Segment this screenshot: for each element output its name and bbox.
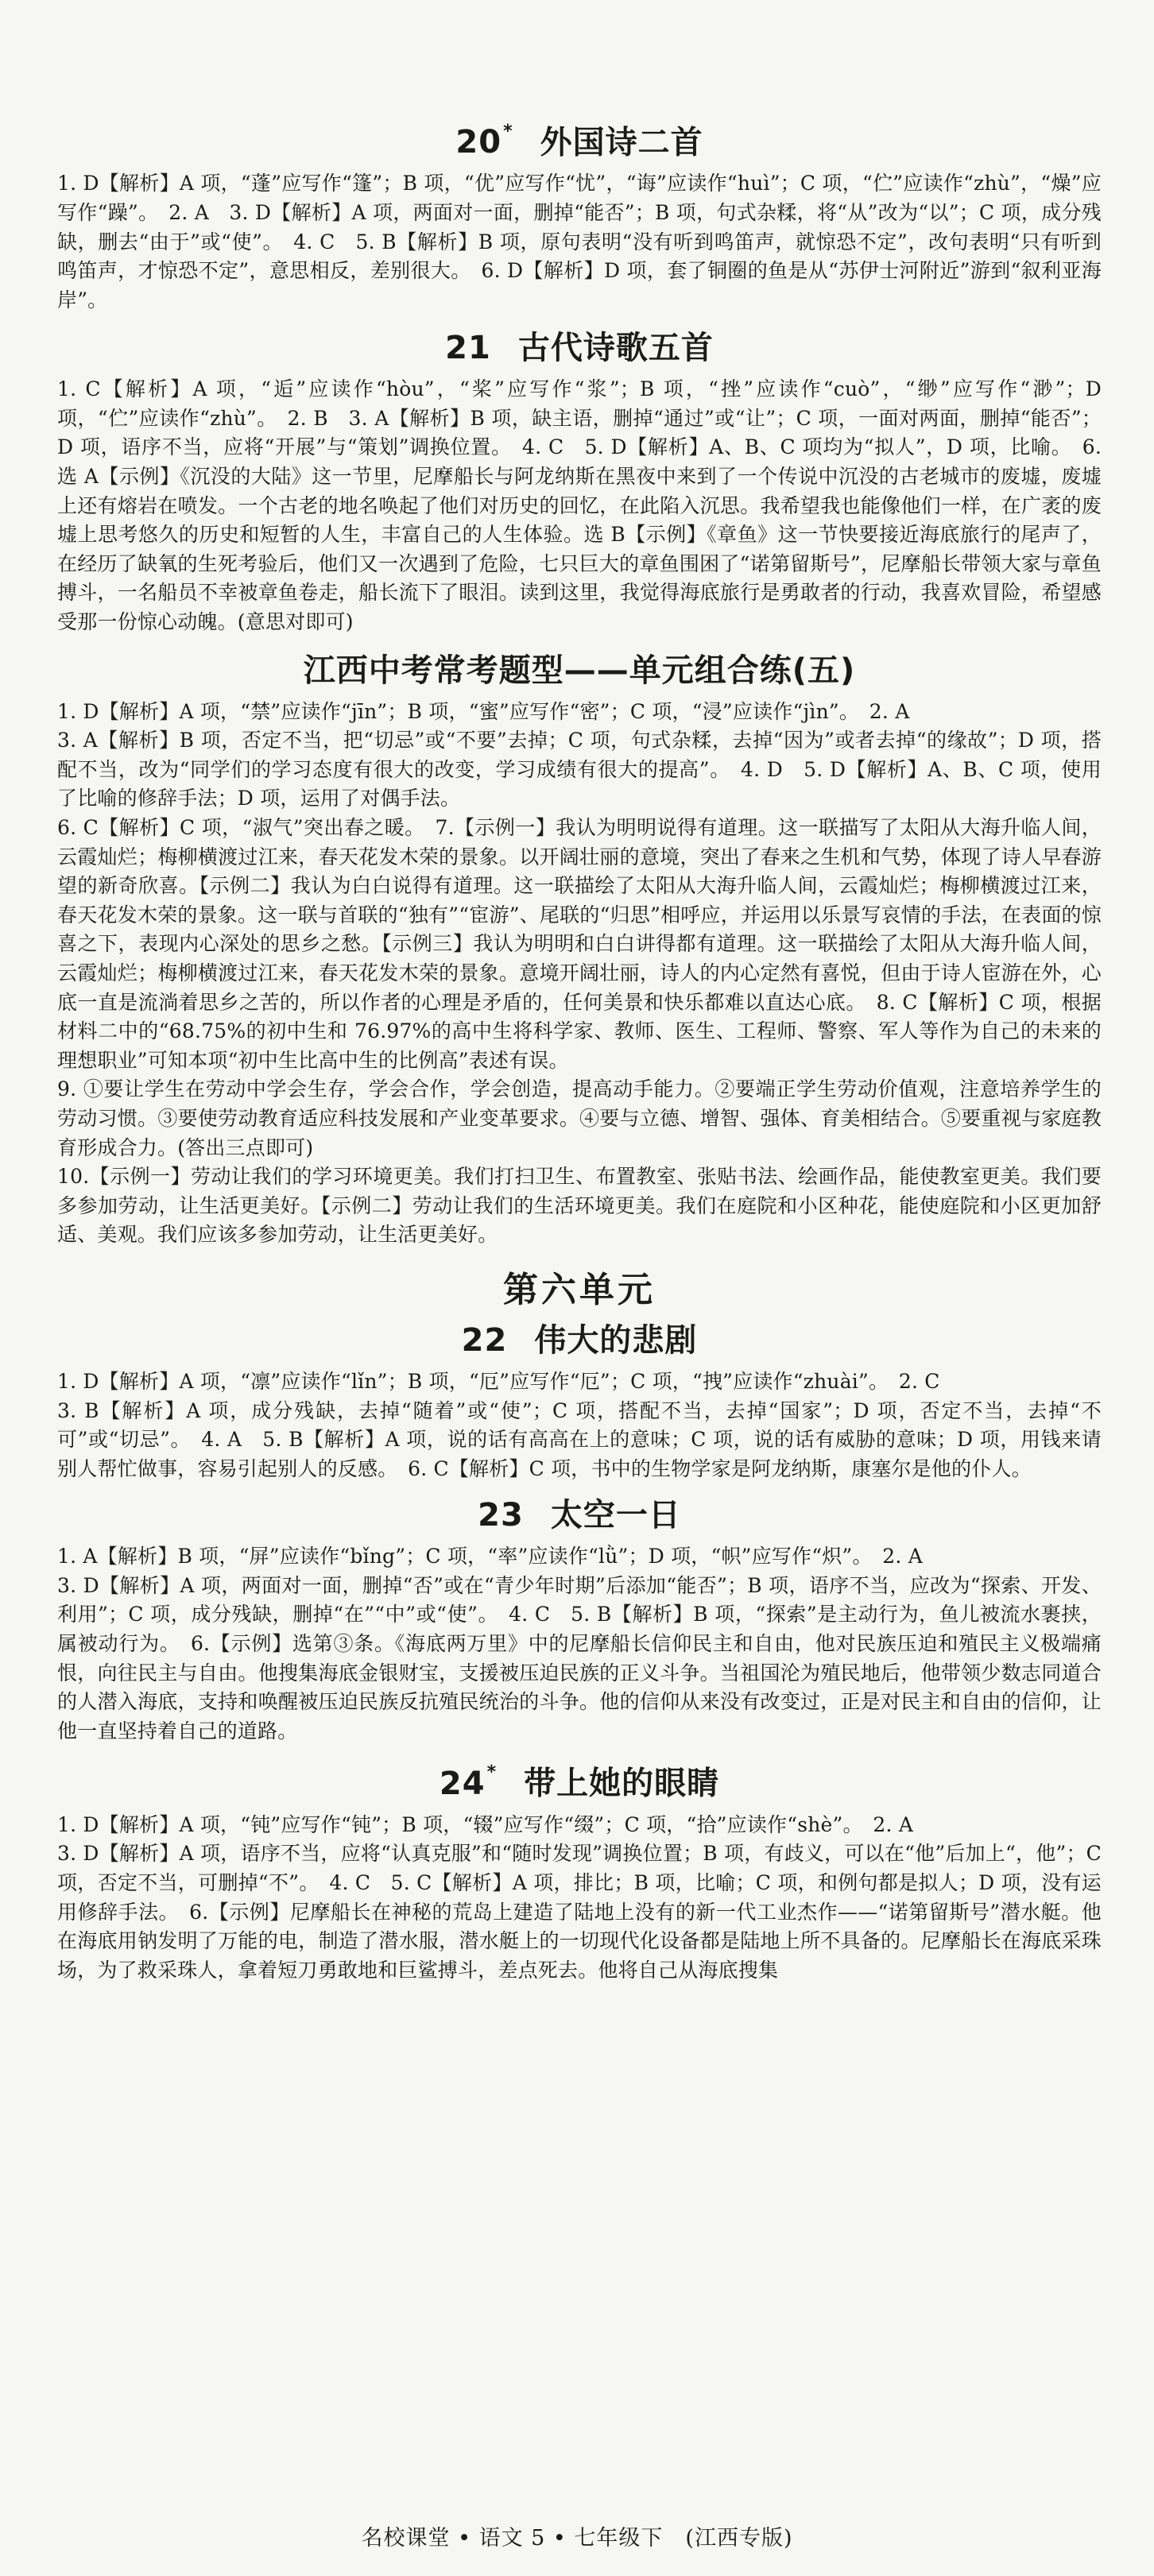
- section-name: 带上她的眼睛: [524, 1765, 720, 1802]
- section-number: 23: [478, 1497, 524, 1534]
- unit-title: 第六单元: [503, 1269, 656, 1310]
- answer-paragraph: 1. D【解析】A 项，“钝”应写作“钝”；B 项，“辍”应写作“缀”；C 项，“拾”应读作“shè”。 2. A: [57, 1812, 914, 1836]
- answer-paragraph: 9. ①要让学生在劳动中学会生存，学会合作，学会创造，提高动手能力。②要端正学生劳动价值观，注意培养学生的劳动习惯。③要使劳动教育适应科技发展和产业变革要求。④要与立德、增智、强体、育美相结合。⑤要重视与家庭教育形成合力。(答出三点即可): [57, 1077, 1102, 1159]
- answer-paragraph: 10.【示例一】劳动让我们的学习环境更美。我们打扫卫生、布置教室、张贴书法、绘画作品，能使教室更美。我们要多参加劳动，让生活更美好。【示例二】劳动让我们的生活环境更美。我们在庭院和小区种花，能使庭院和小区更加舒适、美观。我们应该多参加劳动，让生活更美好。: [57, 1165, 1102, 1247]
- answer-paragraph: 1. C【解析】A 项，“逅”应读作“hòu”，“桨”应写作“浆”；B 项，“挫”应读作“cuò”，“缈”应写作“渺”；D 项，“伫”应读作“zhù”。 2. B 3. A【解析】B 项，缺主语，删掉“通过”或“让”；C 项，一面对两面，删掉“能否”；D 项，语序不当，应将“开展”与“策划”调换位置。 4. C 5. D【解析】A、B、C 项均为“拟人”，D 项，比喻。 6. 选 A【示例】《沉没的大陆》这一节里，尼摩船长与阿龙纳斯在黑夜中来到了一个传说中沉没的古老城市的废墟，废墟上还有熔岩在喷发。一个古老的地名唤起了他们对历史的回忆，在此陷入沉思。我希望我也能像他们一样，在广袤的废墟上思考悠久的历史和短暂的人生，丰富自己的人生体验。选 B【示例】《章鱼》这一节快要接近海底旅行的尾声了，在经历了缺氧的生死考验后，他们又一次遇到了危险，七只巨大的章鱼围困了“诺第留斯号”，尼摩船长带领大家与章鱼搏斗，一名船员不幸被章鱼卷走，船长流下了眼泪。读到这里，我觉得海底旅行是勇敢者的行动，我喜欢冒险，希望感受那一份惊心动魄。(意思对即可): [57, 377, 1102, 634]
- answer-paragraph: 1. D【解析】A 项，“凛”应读作“lǐn”；B 项，“厄”应写作“厄”；C 项，“拽”应读作“zhuài”。 2. C: [57, 1369, 940, 1393]
- section-name: 外国诗二首: [540, 124, 703, 161]
- answer-paragraph: 1. D【解析】A 项，“蓬”应写作“篷”；B 项，“优”应写作“忧”，“诲”应读作“huì”；C 项，“伫”应读作“zhù”，“燥”应写作“躁”。 2. A 3. D【解析】A 项，两面对一面，删掉“能否”；B 项，句式杂糅，将“从”改为“以”；C 项，成分残缺，删去“由于”或“使”。 4. C 5. B【解析】B 项，原句表明“没有听到鸣笛声，就惊恐不定”，改句表明“只有听到鸣笛声，才惊恐不定”，意思相反，差别很大。 6. D【解析】D 项，套了铜圈的鱼是从“苏伊士河附近”游到“叙利亚海岸”。: [57, 172, 1102, 311]
- section-number: 21: [445, 330, 491, 367]
- section-title: [57, 1493, 1102, 1537]
- section-number: 20*: [455, 122, 513, 161]
- section-name: 古代诗歌五首: [517, 330, 714, 367]
- answer-paragraph: 3. D【解析】A 项，语序不当，应将“认真克服”和“随时发现”调换位置；B 项，有歧义，可以在“他”后加上“，他”；C 项，否定不当，可删掉“不”。 4. C 5. C【解析】A 项，排比；B 项，比喻；C 项，和例句都是拟人；D 项，没有运用修辞手法。 6.【示例】尼摩船长在神秘的荒岛上建造了陆地上没有的新一代工业杰作——“诺第留斯号”潜水艇。他在海底用钠发明了万能的电，制造了潜水服，潜水艇上的一切现代化设备都是陆地上所不具备的。尼摩船长在海底采珠场，为了救采珠人，拿着短刀勇敢地和巨鲨搏斗，差点死去。他将自己从海底搜集: [57, 1842, 1102, 1982]
- section-name: 太空一日: [550, 1497, 681, 1534]
- answer-paragraph: 1. A【解析】B 项，“屏”应读作“bǐng”；C 项，“率”应读作“lǜ”；D 项，“帜”应写作“炽”。 2. A: [57, 1545, 923, 1568]
- section-jiangxi-practice: [57, 648, 1102, 1250]
- section-number: 24*: [439, 1762, 498, 1802]
- answer-paragraph: 3. A【解析】B 项，否定不当，把“切忌”或“不要”去掉；C 项，句式杂糅，去掉“因为”或者去掉“的缘故”；D 项，搭配不当，改为“同学们的学习态度有很大的改变，学习成绩有很大的提高”。 4. D 5. D【解析】A、B、C 项，使用了比喻的修辞手法；D 项，运用了对偶手法。: [57, 729, 1102, 810]
- section-title: [57, 326, 1102, 370]
- answer-paragraph: 3. B【解析】A 项，成分残缺，去掉“随着”或“使”；C 项，搭配不当，去掉“国家”；D 项，否定不当，去掉“不可”或“切忌”。 4. A 5. B【解析】A 项，说的话有高高在上的意味；C 项，说的话有威胁的意味；D 项，用钱来请别人帮忙做事，容易引起别人的反感。 6. C【解析】C 项，书中的生物学家是阿龙纳斯，康塞尔是他的仆人。: [57, 1398, 1102, 1480]
- section-title: [57, 1755, 1102, 1805]
- section-24: [57, 1755, 1102, 1985]
- page-footer: 名校课堂 • 语文 5 • 七年级下 (江西专版): [361, 2526, 793, 2551]
- answer-paragraph: 1. D【解析】A 项，“禁”应读作“jīn”；B 项，“蜜”应写作“密”；C 项，“浸”应读作“jìn”。 2. A: [57, 699, 910, 723]
- section-22: [57, 1318, 1102, 1483]
- section-number: 22: [461, 1321, 508, 1359]
- section-title: [57, 114, 1102, 164]
- section-title: [57, 1318, 1102, 1363]
- section-title: 江西中考常考题型——单元组合练(五): [303, 652, 856, 689]
- section-23: [57, 1493, 1102, 1746]
- answer-paragraph: 6. C【解析】C 项，“淑气”突出春之暖。 7.【示例一】我认为明明说得有道理。这一联描写了太阳从大海升临人间，云霞灿烂；梅柳横渡过江来，春天花发木荣的景象。以开阔壮丽的意境，突出了春来之生机和气势，体现了诗人早春游望的新奇欣喜。【示例二】我认为白白说得有道理。这一联描绘了太阳从大海升临人间，云霞灿烂；梅柳横渡过江来，春天花发木荣的景象。这一联与首联的“独有”“宦游”、尾联的“归思”相呼应，并运用以乐景写哀情的手法，在表面的惊喜之下，表现内心深处的思乡之愁。【示例三】我认为明明和白白讲得都有道理。这一联描绘了太阳从大海升临人间，云霞灿烂；梅柳横渡过江来，春天花发木荣的景象。意境开阔壮丽，诗人的内心定然有喜悦，但由于诗人宦游在外，心底一直是流淌着思乡之苦的，所以作者的心理是矛盾的，任何美景和快乐都难以直达心底。 8. C【解析】C 项，根据材料二中的“68.75%的初中生和 76.97%的高中生将科学家、教师、医生、工程师、警察、军人等作为自己的未来的理想职业”可知本项“初中生比高中生的比例高”表述有误。: [57, 816, 1102, 1072]
- section-21: [57, 326, 1102, 636]
- section-20: [57, 114, 1102, 315]
- section-name: 伟大的悲剧: [534, 1321, 698, 1359]
- answer-paragraph: 3. D【解析】A 项，两面对一面，删掉“否”或在“青少年时期”后添加“能否”；B 项，语序不当，应改为“探索、开发、利用”；C 项，成分残缺，删掉“在”“中”或“使”。 4. C 5. B【解析】B 项，“探索”是主动行为，鱼儿被流水裹挟，属被动行为。 6.【示例】选第③条。《海底两万里》中的尼摩船长信仰民主和自由，他对民族压迫和殖民主义极端痛恨，向往民主与自由。他搜集海底金银财宝，支援被压迫民族的正义斗争。当祖国沦为殖民地后，他带领少数志同道合的人潜入海底，支持和唤醒被压迫民族反抗殖民统治的斗争。他的信仰从来没有改变过，正是对民主和自由的信仰，让他一直坚持着自己的道路。: [57, 1573, 1102, 1742]
